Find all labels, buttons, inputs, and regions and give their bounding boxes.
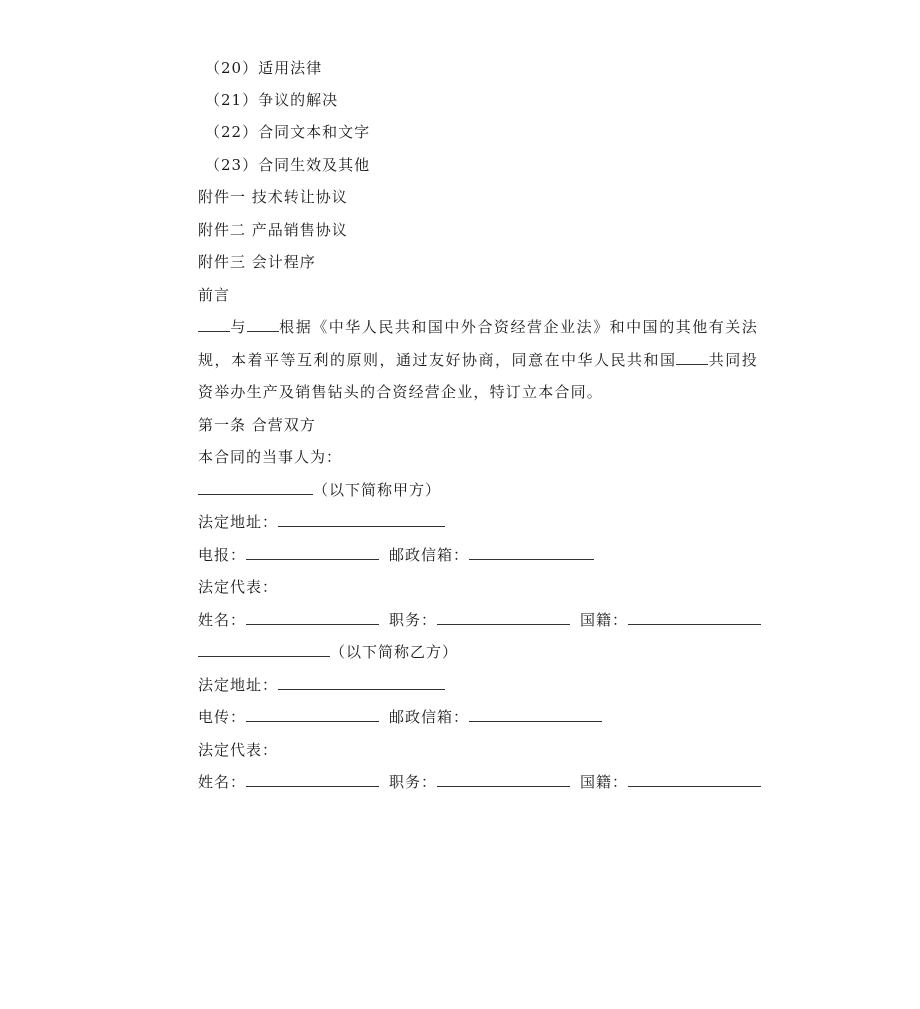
toc-item: （20）适用法律	[205, 59, 323, 77]
toc-item: （21）争议的解决	[205, 91, 339, 109]
blank-field	[676, 350, 708, 365]
postbox-blank	[469, 707, 602, 722]
blank-field	[198, 317, 230, 332]
preface-seg3: 共同投资举办生产及销售钻头的合资经营企业，特订立本合同。	[198, 350, 758, 401]
address-blank	[278, 675, 445, 690]
name-label: 姓名：	[198, 611, 247, 629]
postbox-label: 邮政信箱：	[389, 708, 470, 726]
postbox-blank	[469, 545, 594, 560]
preface-seg1: 与	[230, 318, 247, 336]
address-blank	[278, 512, 445, 527]
annex-item: 附件一 技术转让协议	[198, 188, 348, 206]
nationality-label: 国籍：	[580, 773, 629, 791]
nationality-label: 国籍：	[580, 611, 629, 629]
party-a-alias: （以下简称甲方）	[313, 481, 442, 499]
address-label: 法定地址：	[198, 676, 279, 694]
party-a-row	[198, 479, 441, 501]
phone-blank	[246, 545, 379, 560]
party-a-contact-row	[198, 544, 594, 566]
preface-seg2: 根据《中华人民共和国中外合资经营企业法》和中国的其他有关法规，本着平等互利的原则，通过友好协商，同意在中华人民共和国	[198, 318, 759, 369]
party-a-rep-label: 法定代表：	[198, 578, 279, 596]
party-b-name-blank	[198, 642, 330, 657]
party-a-name-blank	[198, 480, 313, 495]
postbox-label: 邮政信箱：	[389, 546, 470, 564]
preface-title: 前言	[198, 286, 231, 304]
party-a-rep-row	[198, 609, 761, 631]
phone-label: 电报：	[198, 546, 247, 564]
nationality-blank	[628, 772, 761, 787]
telex-blank	[246, 707, 379, 722]
address-label: 法定地址：	[198, 513, 279, 531]
blank-field	[247, 317, 279, 332]
party-b-rep-row	[198, 771, 761, 793]
toc-item: （22）合同文本和文字	[205, 123, 371, 141]
party-b-row	[198, 641, 458, 663]
party-b-address-row	[198, 674, 445, 696]
preface-paragraph	[198, 311, 758, 409]
parties-intro: 本合同的当事人为：	[198, 448, 343, 466]
article-title: 第一条 合营双方	[198, 416, 316, 434]
party-b-alias: （以下简称乙方）	[330, 643, 459, 661]
annex-item: 附件三 会计程序	[198, 253, 316, 271]
party-a-address-row	[198, 511, 445, 533]
title-blank	[437, 772, 570, 787]
nationality-blank	[628, 610, 761, 625]
toc-item: （23）合同生效及其他	[205, 156, 371, 174]
annex-item: 附件二 产品销售协议	[198, 221, 348, 239]
telex-label: 电传：	[198, 708, 247, 726]
party-b-rep-label: 法定代表：	[198, 741, 279, 759]
name-blank	[246, 610, 379, 625]
name-label: 姓名：	[198, 773, 247, 791]
party-b-contact-row	[198, 706, 602, 728]
name-blank	[246, 772, 379, 787]
title-label: 职务：	[389, 773, 438, 791]
title-label: 职务：	[389, 611, 438, 629]
title-blank	[437, 610, 570, 625]
